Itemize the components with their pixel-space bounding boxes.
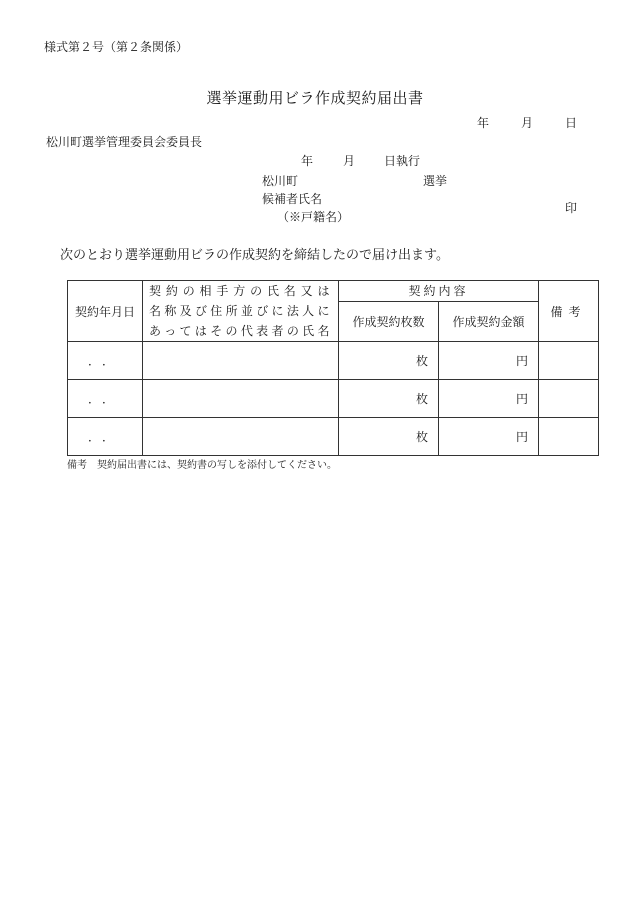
intro-statement: 次のとおり選挙運動用ビラの作成契約を締結したので届け出ます。 bbox=[60, 248, 449, 263]
table-header-row bbox=[68, 281, 599, 302]
seal-mark: 印 bbox=[565, 201, 578, 215]
row-amount-cell[interactable]: 円 bbox=[439, 342, 539, 380]
row-date-cell[interactable]: ．． bbox=[68, 342, 143, 380]
row-remarks-cell[interactable] bbox=[539, 380, 599, 418]
row-count-cell[interactable]: 枚 bbox=[339, 380, 439, 418]
contract-table bbox=[67, 280, 599, 456]
row-amount-cell[interactable]: 円 bbox=[439, 418, 539, 456]
row-date-cell[interactable]: ．． bbox=[68, 418, 143, 456]
row-counterparty-cell[interactable] bbox=[143, 418, 339, 456]
row-amount-cell[interactable]: 円 bbox=[439, 380, 539, 418]
header-contract-amount: 作成契約金額 bbox=[439, 301, 539, 341]
table-row bbox=[68, 342, 599, 380]
header-counterparty-line: 名称及び住所並びに法人に bbox=[149, 304, 332, 318]
submission-day-label: 日 bbox=[565, 116, 578, 130]
election-label: 選挙 bbox=[423, 174, 448, 188]
header-contract-content: 契約内容 bbox=[339, 281, 539, 302]
table-row bbox=[68, 380, 599, 418]
footnote: 備考 契約届出書には、契約書の写しを添付してください。 bbox=[67, 460, 337, 471]
table-row bbox=[68, 418, 599, 456]
row-remarks-cell[interactable] bbox=[539, 342, 599, 380]
row-count-cell[interactable]: 枚 bbox=[339, 418, 439, 456]
koseki-name-label: （※戸籍名） bbox=[277, 210, 350, 224]
header-remarks: 備考 bbox=[539, 281, 599, 342]
header-counterparty bbox=[143, 281, 339, 342]
row-remarks-cell[interactable] bbox=[539, 418, 599, 456]
form-number: 様式第２号（第２条関係） bbox=[44, 40, 189, 54]
execution-month-label: 月 bbox=[343, 154, 356, 168]
submission-month-label: 月 bbox=[521, 116, 534, 130]
header-sheet-count: 作成契約枚数 bbox=[339, 301, 439, 341]
header-counterparty-line: あってはその代表者の氏名 bbox=[149, 324, 332, 338]
header-counterparty-line: 契約の相手方の氏名又は bbox=[149, 284, 332, 298]
submission-year-label: 年 bbox=[477, 116, 490, 130]
row-counterparty-cell[interactable] bbox=[143, 380, 339, 418]
document-title: 選挙運動用ビラ作成契約届出書 bbox=[206, 89, 424, 107]
row-counterparty-cell[interactable] bbox=[143, 342, 339, 380]
execution-day-label: 日執行 bbox=[384, 154, 421, 168]
town-name: 松川町 bbox=[262, 174, 299, 188]
row-count-cell[interactable]: 枚 bbox=[339, 342, 439, 380]
candidate-name-label: 候補者氏名 bbox=[262, 192, 323, 206]
row-date-cell[interactable]: ．． bbox=[68, 380, 143, 418]
execution-year-label: 年 bbox=[301, 154, 314, 168]
addressee: 松川町選挙管理委員会委員長 bbox=[46, 135, 203, 149]
header-contract-date: 契約年月日 bbox=[68, 281, 143, 342]
